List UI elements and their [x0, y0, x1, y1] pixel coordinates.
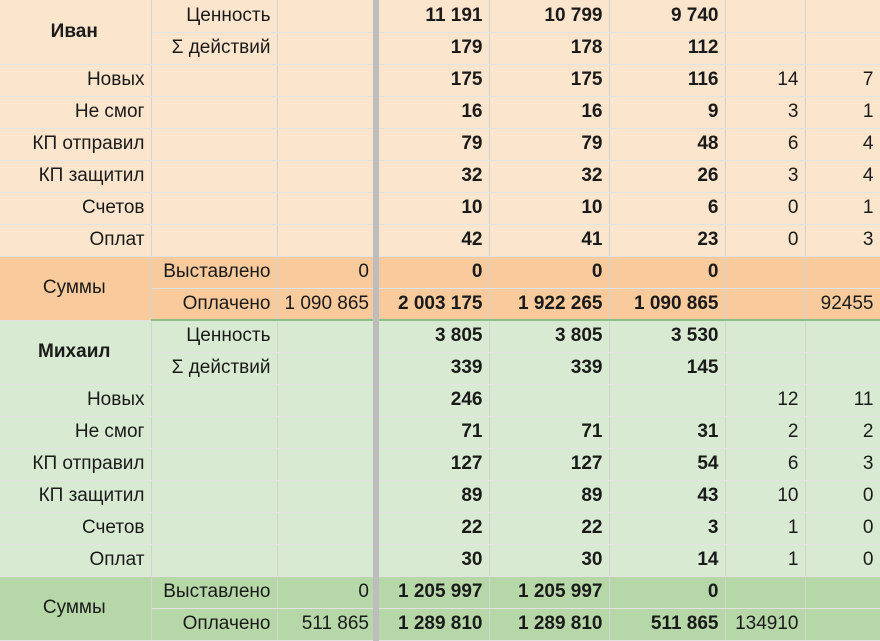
- cell[interactable]: 2: [725, 416, 805, 448]
- cell[interactable]: [277, 384, 376, 416]
- table-row: [0, 224, 880, 256]
- cell[interactable]: [151, 544, 277, 576]
- cell[interactable]: [151, 416, 277, 448]
- cell[interactable]: 178: [489, 32, 609, 64]
- cell[interactable]: [725, 576, 805, 608]
- cell[interactable]: 3 805: [376, 320, 489, 352]
- cell[interactable]: 6: [725, 448, 805, 480]
- cell[interactable]: 10: [725, 480, 805, 512]
- cell[interactable]: 3: [805, 224, 880, 256]
- table-row: [0, 0, 880, 32]
- cell[interactable]: 1 090 865: [277, 288, 376, 320]
- cell[interactable]: 30: [489, 544, 609, 576]
- cell[interactable]: 0: [609, 256, 725, 288]
- cell[interactable]: 10 799: [489, 0, 609, 32]
- table-row: [0, 544, 880, 576]
- cell[interactable]: 89: [489, 480, 609, 512]
- table-row: [0, 416, 880, 448]
- cell[interactable]: [151, 224, 277, 256]
- cell[interactable]: 32: [376, 160, 489, 192]
- cell[interactable]: [805, 352, 880, 384]
- cell[interactable]: 3: [805, 448, 880, 480]
- cell[interactable]: 0: [725, 192, 805, 224]
- cell[interactable]: 23: [609, 224, 725, 256]
- cell[interactable]: 127: [376, 448, 489, 480]
- metric-label-cell[interactable]: Оплачено: [151, 288, 277, 320]
- cell[interactable]: 3: [725, 160, 805, 192]
- cell[interactable]: 26: [609, 160, 725, 192]
- cell[interactable]: [151, 448, 277, 480]
- cell[interactable]: [805, 32, 880, 64]
- owner-name-cell[interactable]: Иван: [0, 0, 151, 64]
- table-row: [0, 64, 880, 96]
- cell[interactable]: 0: [805, 480, 880, 512]
- metric-label-cell[interactable]: Счетов: [0, 192, 151, 224]
- cell[interactable]: 116: [609, 64, 725, 96]
- cell[interactable]: 10: [489, 192, 609, 224]
- metric-label-cell[interactable]: Ценность: [151, 320, 277, 352]
- table-row: [0, 480, 880, 512]
- cell[interactable]: [277, 480, 376, 512]
- cell[interactable]: 1 090 865: [609, 288, 725, 320]
- cell[interactable]: 0: [277, 256, 376, 288]
- cell[interactable]: 1 205 997: [489, 576, 609, 608]
- cell[interactable]: [151, 512, 277, 544]
- cell[interactable]: [151, 192, 277, 224]
- cell[interactable]: [725, 256, 805, 288]
- cell[interactable]: 79: [489, 128, 609, 160]
- owner-name-cell[interactable]: Михаил: [0, 320, 151, 384]
- cell[interactable]: [277, 352, 376, 384]
- cell[interactable]: 41: [489, 224, 609, 256]
- metric-label-cell[interactable]: Новых: [0, 64, 151, 96]
- cell[interactable]: 1: [805, 96, 880, 128]
- cell[interactable]: 4: [805, 128, 880, 160]
- cell[interactable]: [725, 32, 805, 64]
- cell[interactable]: 1 289 810: [489, 608, 609, 640]
- cell[interactable]: 246: [376, 384, 489, 416]
- cell[interactable]: 1: [805, 192, 880, 224]
- cell[interactable]: [725, 288, 805, 320]
- cell[interactable]: 32: [489, 160, 609, 192]
- metric-label-cell[interactable]: Счетов: [0, 512, 151, 544]
- cell[interactable]: [151, 384, 277, 416]
- cell[interactable]: 16: [489, 96, 609, 128]
- cell[interactable]: 1 289 810: [376, 608, 489, 640]
- cell[interactable]: [277, 224, 376, 256]
- cell[interactable]: [277, 192, 376, 224]
- cell[interactable]: 179: [376, 32, 489, 64]
- cell[interactable]: 0: [609, 576, 725, 608]
- metric-label-cell[interactable]: Новых: [0, 384, 151, 416]
- cell[interactable]: 31: [609, 416, 725, 448]
- cell[interactable]: [277, 448, 376, 480]
- table-row: [0, 192, 880, 224]
- cell[interactable]: 175: [489, 64, 609, 96]
- cell[interactable]: 511 865: [609, 608, 725, 640]
- cell[interactable]: 4: [805, 160, 880, 192]
- cell[interactable]: [151, 128, 277, 160]
- cell[interactable]: [725, 0, 805, 32]
- cell[interactable]: 2 003 175: [376, 288, 489, 320]
- metric-label-cell[interactable]: Σ действий: [151, 352, 277, 384]
- cell[interactable]: 11: [805, 384, 880, 416]
- cell[interactable]: 10: [376, 192, 489, 224]
- cell[interactable]: [725, 320, 805, 352]
- cell[interactable]: [151, 160, 277, 192]
- cell[interactable]: 0: [277, 576, 376, 608]
- metric-label-cell[interactable]: Выставлено: [151, 256, 277, 288]
- cell[interactable]: [277, 416, 376, 448]
- cell[interactable]: [277, 320, 376, 352]
- cell[interactable]: 22: [376, 512, 489, 544]
- cell[interactable]: 339: [489, 352, 609, 384]
- cell[interactable]: [609, 384, 725, 416]
- cell[interactable]: [805, 256, 880, 288]
- cell[interactable]: 112: [609, 32, 725, 64]
- cell[interactable]: [151, 64, 277, 96]
- cell[interactable]: 79: [376, 128, 489, 160]
- cell[interactable]: 92455: [805, 288, 880, 320]
- cell[interactable]: 12: [725, 384, 805, 416]
- cell[interactable]: [277, 160, 376, 192]
- cell[interactable]: 6: [725, 128, 805, 160]
- metric-label-cell[interactable]: КП отправил: [0, 448, 151, 480]
- cell[interactable]: [151, 96, 277, 128]
- table-row: [0, 384, 880, 416]
- metric-label-cell[interactable]: Оплачено: [151, 608, 277, 640]
- cell[interactable]: [805, 576, 880, 608]
- metric-label-cell[interactable]: КП отправил: [0, 128, 151, 160]
- table-row: [0, 576, 880, 608]
- cell[interactable]: [277, 512, 376, 544]
- cell[interactable]: 42: [376, 224, 489, 256]
- cell[interactable]: 0: [725, 224, 805, 256]
- cell[interactable]: 0: [805, 512, 880, 544]
- cell[interactable]: 1: [725, 544, 805, 576]
- cell[interactable]: [805, 0, 880, 32]
- metric-label-cell[interactable]: Выставлено: [151, 576, 277, 608]
- cell[interactable]: [277, 32, 376, 64]
- cell[interactable]: [277, 96, 376, 128]
- cell[interactable]: 1 922 265: [489, 288, 609, 320]
- table-row: [0, 512, 880, 544]
- cell[interactable]: 43: [609, 480, 725, 512]
- cell[interactable]: 71: [489, 416, 609, 448]
- cell[interactable]: 0: [805, 544, 880, 576]
- cell[interactable]: 511 865: [277, 608, 376, 640]
- table-row: [0, 160, 880, 192]
- cell[interactable]: 16: [376, 96, 489, 128]
- metric-label-cell[interactable]: КП защитил: [0, 160, 151, 192]
- table-row: [0, 320, 880, 352]
- cell[interactable]: 7: [805, 64, 880, 96]
- cell[interactable]: 9 740: [609, 0, 725, 32]
- cell[interactable]: 0: [489, 256, 609, 288]
- cell[interactable]: 3: [609, 512, 725, 544]
- cell[interactable]: [489, 384, 609, 416]
- cell[interactable]: 3 530: [609, 320, 725, 352]
- cell[interactable]: 339: [376, 352, 489, 384]
- cell[interactable]: 6: [609, 192, 725, 224]
- cell[interactable]: 175: [376, 64, 489, 96]
- cell[interactable]: 3: [725, 96, 805, 128]
- cell[interactable]: 14: [725, 64, 805, 96]
- cell[interactable]: 71: [376, 416, 489, 448]
- metric-label-cell[interactable]: Не смог: [0, 416, 151, 448]
- cell[interactable]: 127: [489, 448, 609, 480]
- cell[interactable]: [151, 480, 277, 512]
- cell[interactable]: 14: [609, 544, 725, 576]
- table-row: [0, 448, 880, 480]
- metric-label-cell[interactable]: Σ действий: [151, 32, 277, 64]
- table-row: [0, 256, 880, 288]
- cell[interactable]: 9: [609, 96, 725, 128]
- cell[interactable]: 89: [376, 480, 489, 512]
- cell[interactable]: 1: [725, 512, 805, 544]
- cell[interactable]: 2: [805, 416, 880, 448]
- metric-label-cell[interactable]: КП защитил: [0, 480, 151, 512]
- cell[interactable]: [725, 352, 805, 384]
- cell[interactable]: 145: [609, 352, 725, 384]
- cell[interactable]: 134910: [725, 608, 805, 640]
- metric-label-cell[interactable]: Ценность: [151, 0, 277, 32]
- metric-label-cell[interactable]: Не смог: [0, 96, 151, 128]
- cell[interactable]: [277, 64, 376, 96]
- table-row: [0, 128, 880, 160]
- cell[interactable]: 48: [609, 128, 725, 160]
- cell[interactable]: [277, 128, 376, 160]
- table-row: [0, 96, 880, 128]
- cell[interactable]: 30: [376, 544, 489, 576]
- metric-label-cell[interactable]: Оплат: [0, 544, 151, 576]
- sums-label-cell[interactable]: Суммы: [0, 576, 151, 640]
- cell[interactable]: [805, 320, 880, 352]
- cell[interactable]: 3 805: [489, 320, 609, 352]
- cell[interactable]: 0: [376, 256, 489, 288]
- metric-label-cell[interactable]: Оплат: [0, 224, 151, 256]
- cell[interactable]: [805, 608, 880, 640]
- cell[interactable]: 1 205 997: [376, 576, 489, 608]
- cell[interactable]: 11 191: [376, 0, 489, 32]
- cell[interactable]: 22: [489, 512, 609, 544]
- cell[interactable]: [277, 544, 376, 576]
- sums-label-cell[interactable]: Суммы: [0, 256, 151, 320]
- cell[interactable]: 54: [609, 448, 725, 480]
- cell[interactable]: [277, 0, 376, 32]
